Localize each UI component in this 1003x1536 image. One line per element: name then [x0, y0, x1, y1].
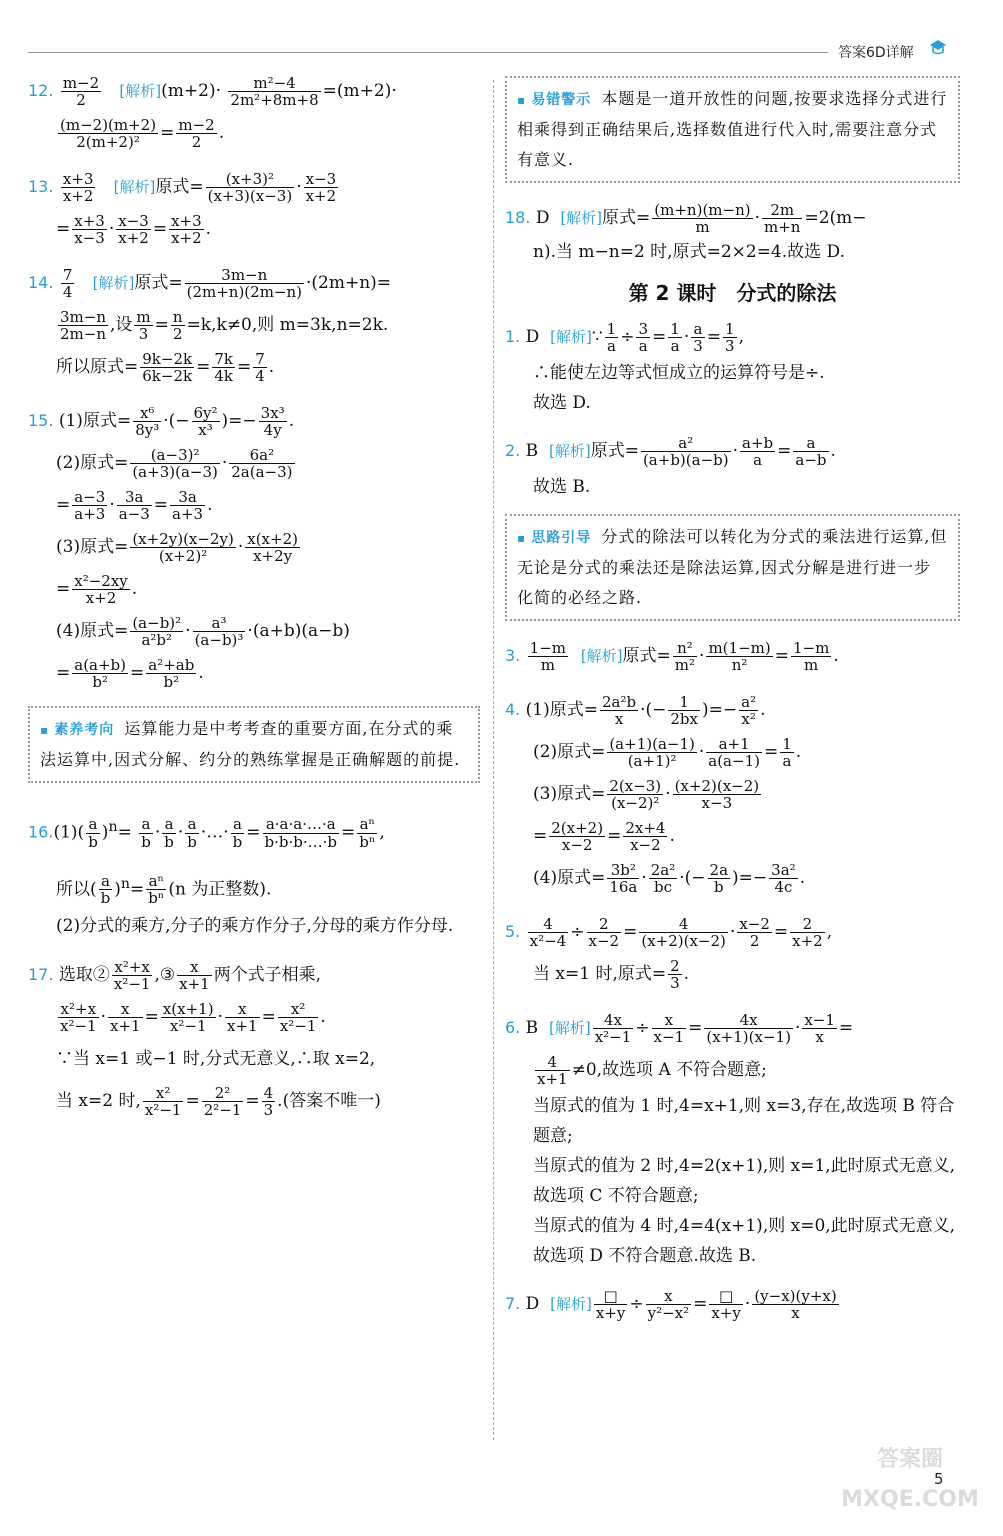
fraction: $\frac{x(x+2)}{x+2y}$	[247, 529, 298, 565]
fraction: $\frac{x-3}{x+2}$	[118, 211, 149, 247]
fraction: $\frac{\text{2²}}{\text{2²−1}}$	[203, 1083, 242, 1120]
fraction: $\frac{\text{(a−3)²}}{(a+3)(a-3)}$	[132, 445, 218, 481]
fraction: $\frac{2(x-3)}{\text{(x−2)²}}$	[609, 776, 662, 812]
fraction: $\frac{\text{x²}}{\text{x²−1}}$	[279, 999, 317, 1036]
fraction: $\frac{x}{\text{y²−x²}}$	[647, 1286, 690, 1322]
fraction: $\frac{x}{x+1}$	[226, 999, 258, 1036]
analysis-tag: [解析]	[560, 209, 603, 227]
question-18: 18. D [解析]原式= $\frac{(m+n)(m-n)}{m}$ · $\frac{2m}{m+n}$ =2(m− n).当 m−n=2 时,原式=2×2=4.故选 D.	[505, 197, 960, 265]
fraction: $\frac{2}{x+2}$	[792, 914, 823, 950]
fraction: $\frac{(m+n)(m-n)}{m}$	[654, 200, 751, 236]
question-16: 16.(1)( $\frac{a}{b}$ )$^n$= $\frac{a}{b}$ · $\frac{a}{b}$ · $\frac{a}{b}$ ·…· $\frac{a}{b}$ = $\frac{a\cdot a\cdot a\cdot\dots\cdot a}{b\cdot b\cdot b\cdot\dots\cdot b}$ = $\frac{\text{aⁿ}}{\text{bⁿ}}$ , 所以( $\frac{a}{b}$ )$^n$= $\frac{\text{aⁿ}}{\text{bⁿ}}$ (n 为正整数). (2)分式的乘方,分子的乘方作分子,分母的乘方作分母.	[28, 797, 480, 942]
fraction: $\frac{(x+2)(x-2)}{x-3}$	[674, 776, 760, 812]
fraction: $\frac{3a}{a+3}$	[172, 487, 204, 523]
note-text: 分式的除法可以转化为分式的乘法进行运算,但无论是分式的乘法还是除法运算,因式分解是进行进一步化简的必经之路.	[517, 527, 948, 607]
fraction: $\frac{7}{4}$	[255, 349, 265, 385]
fraction: $\frac{4}{x+1}$	[537, 1052, 568, 1088]
question-5: 5. $\frac{4}{\text{x²−4}}$ ÷ $\frac{2}{x-2}$ = $\frac{4}{(x+2)(x-2)}$ · $\frac{x-2}{2}$ = $\frac{2}{x+2}$ , 当 x=1 时,原式= $\frac{2}{3}$ .	[505, 914, 833, 992]
fraction: $\frac{a-3}{a+3}$	[74, 487, 106, 523]
q6-line5: 当原式的值为 4 时,4=4(x+1),则 x=0,此时原式无意义,故选项 D 不符合题意.故选 B.	[533, 1216, 956, 1266]
fraction: $\frac{\text{a³}}{\text{(a−b)³}}$	[194, 613, 244, 649]
fraction: $\frac{4}{(x+2)(x-2)}$	[641, 914, 726, 950]
note-badge: ▪ 思路引导	[517, 530, 591, 546]
analysis-tag: [解析]	[119, 82, 162, 100]
fraction: $\frac{a}{b}$	[88, 815, 98, 851]
fraction: $\frac{a}{b}$	[232, 815, 243, 851]
fraction: $\frac{4}{\text{x²−4}}$	[529, 914, 567, 950]
fraction: $\frac{\text{2a²}}{bc}$	[650, 860, 676, 896]
fraction: $\frac{\text{(a−b)²}}{\text{a²b²}}$	[132, 613, 182, 649]
answer-fraction: $\frac{1-m}{m}$	[529, 638, 567, 674]
question-number: 5.	[505, 922, 521, 941]
q1-line2: ∴能使左边等式恒成立的运算符号是÷.	[533, 363, 825, 383]
fraction: $\frac{(y-x)(y+x)}{x}$	[754, 1286, 837, 1322]
fraction: $\frac{2x+4}{x-2}$	[625, 818, 666, 854]
fraction: $\frac{1}{a}$	[670, 319, 680, 355]
fraction: $\frac{a\cdot a\cdot a\cdot\dots\cdot a}{b\cdot b\cdot b\cdot\dots\cdot b}$	[264, 815, 338, 851]
fraction: $\frac{\text{(x+3)²}}{(x+3)(x-3)}$	[207, 169, 293, 205]
fraction: $\frac{7k}{4k}$	[214, 349, 233, 385]
warning-note-box	[505, 76, 960, 183]
fraction: $\frac{1-m}{m}$	[792, 638, 830, 674]
question-number: 17.	[28, 965, 54, 985]
fraction: $\frac{(a+1)(a-1)}{\text{(a+1)²}}$	[609, 734, 695, 770]
q17-line3: ∵当 x=1 或−1 时,分式无意义,∴取 x=2,	[56, 1049, 376, 1070]
analysis-tag: [解析]	[550, 328, 592, 346]
fraction: $\frac{\text{a²+ab}}{\text{b²}}$	[148, 655, 195, 691]
q2-line2: 故选 B.	[533, 477, 591, 497]
question-number: 14.	[28, 273, 54, 292]
question-6: 6. B [解析] $\frac{4x}{\text{x²−1}}$ ÷ $\frac{x}{x-1}$ = $\frac{4x}{(x+1)(x-1)}$ · $\frac{x-1}{x}$ = $\frac{4}{x+1}$ ≠0,故选项 A 不符合题意; 当原式的值为 1 时,4=x+1,则 x=3,存在,故选项 B 符合题意; 当原式的值为 2 时,4=2(x+1),则 x=1,此时原式无意义,故选项 C 不符合题意; 当原式的值为 4 时,4=4(x+1),则 x=0,此时原式无意义,故选项 D 不符合题意.故选 B.	[505, 1007, 960, 1271]
question-12: 12. $\frac{m-2}{2}$ [解析](m+2)· $\frac{\text{m²−4}}{\text{2m²+8m+8}}$ =(m+2)· $\frac{(m-2)(m+2)}{\text{2(m+2)²}}$ = $\frac{m-2}{2}$ .	[28, 73, 397, 151]
fraction: $\frac{x+3}{x+2}$	[171, 211, 202, 247]
answer-fraction: $\frac{x+3}{x+2}$	[62, 169, 94, 205]
note-badge: ▪ 素养考向	[40, 722, 114, 738]
question-number: 15.	[28, 411, 54, 430]
fraction: $\frac{\text{x²}}{\text{x²−1}}$	[144, 1083, 182, 1120]
fraction: $\frac{3}{a}$	[638, 319, 649, 355]
fraction: $\frac{a(a+b)}{\text{b²}}$	[74, 655, 127, 691]
fraction: $\frac{2(x+2)}{x-2}$	[551, 818, 604, 854]
fraction: $\frac{2m}{m+n}$	[764, 200, 801, 236]
fraction: $\frac{□}{x+y}$	[595, 1286, 626, 1322]
fraction: $\frac{\text{6y²}}{\text{x³}}$	[193, 403, 218, 439]
analysis-tag: [解析]	[92, 274, 135, 292]
header-logo-icon	[928, 38, 948, 58]
question-number: 4.	[505, 700, 521, 719]
page-number: 5	[934, 1470, 944, 1488]
literacy-note-box	[28, 706, 480, 783]
q6-line3: 当原式的值为 1 时,4=x+1,则 x=3,存在,故选项 B 符合题意;	[533, 1096, 955, 1146]
fraction: $\frac{\text{a²}}{(a+b)(a-b)}$	[642, 433, 729, 469]
fraction: $\frac{2}{3}$	[670, 956, 680, 992]
fraction: $\frac{\text{x²+x}}{\text{x²−1}}$	[60, 999, 97, 1036]
question-number: 2.	[505, 441, 521, 460]
fraction: $\frac{x-3}{x+2}$	[305, 169, 337, 205]
section-title: 第 2 课时 分式的除法	[628, 281, 837, 305]
question-number: 18.	[505, 208, 531, 227]
right-column	[505, 70, 960, 1337]
fraction: $\frac{2a}{b}$	[709, 860, 729, 896]
fraction: $\frac{x-2}{2}$	[739, 914, 770, 950]
fraction: $\frac{\text{x²+x}}{\text{x²−1}}$	[113, 957, 151, 994]
fraction: $\frac{4x}{\text{x²−1}}$	[594, 1010, 632, 1046]
fraction: $\frac{a}{b}$	[187, 815, 197, 851]
fraction: $\frac{a}{3}$	[693, 319, 703, 355]
fraction: $\frac{n}{2}$	[172, 307, 183, 343]
fraction: $\frac{m-2}{2}$	[178, 115, 215, 151]
fraction: $\frac{a}{b}$	[164, 815, 174, 851]
watermark-logo: 答案圈 MXQE.COM	[841, 1447, 979, 1512]
note-text: 本题是一道开放性的问题,按要求选择分式进行相乘得到正确结果后,选择数值进行代入时,需要注意分式有意义.	[517, 89, 948, 169]
question-17: 17. 选取② $\frac{\text{x²+x}}{\text{x²−1}}$ ,③ $\frac{x}{x+1}$ 两个式子相乘, $\frac{\text{x²+x}}{\text{x²−1}}$ · $\frac{x}{x+1}$ = $\frac{x(x+1)}{\text{x²−1}}$ · $\frac{x}{x+1}$ = $\frac{\text{x²}}{\text{x²−1}}$ . ∵当 x=1 或−1 时,分式无意义,∴取 x=2, 当 x=2 时, $\frac{\text{x²}}{\text{x²−1}}$ = $\frac{\text{2²}}{\text{2²−1}}$ = $\frac{4}{3}$ .(答案不唯一)	[28, 954, 480, 1122]
fraction: $\frac{1}{2bx}$	[670, 692, 698, 728]
fraction: $\frac{4}{3}$	[263, 1083, 274, 1120]
fraction: $\frac{x}{x-1}$	[653, 1010, 685, 1046]
question-number: 6.	[505, 1018, 521, 1037]
left-column	[28, 70, 480, 1134]
fraction: $\frac{1}{3}$	[725, 319, 735, 355]
question-13: 13. $\frac{x+3}{x+2}$ [解析]原式= $\frac{\text{(x+3)²}}{(x+3)(x-3)}$ · $\frac{x-3}{x+2}$ = $\frac{x+3}{x-3}$ · $\frac{x-3}{x+2}$ = $\frac{x+3}{x+2}$ .	[28, 169, 337, 247]
question-number: 1.	[505, 327, 521, 346]
question-14: 14. $\frac{7}{4}$ [解析]原式= $\frac{3m-n}{(2m+n)(2m-n)}$ ·(2m+n)= $\frac{3m-n}{2m-n}$ ,设 $\frac{m}{3}$ = $\frac{n}{2}$ =k,k≠0,则 m=3k,n=2k. 所以原式= $\frac{9k-2k}{6k-2k}$ = $\frac{7k}{4k}$ = $\frac{7}{4}$ .	[28, 265, 392, 385]
fraction: $\frac{a+1}{a(a-1)}$	[708, 734, 760, 770]
fraction: $\frac{\text{aⁿ}}{\text{bⁿ}}$	[148, 871, 165, 908]
q18-line2: n).当 m−n=2 时,原式=2×2=4.故选 D.	[533, 242, 845, 262]
q6-line4: 当原式的值为 2 时,4=2(x+1),则 x=1,此时原式无意义,故选项 C 不符合题意;	[533, 1156, 956, 1206]
fraction: $\frac{\text{2a²b}}{x}$	[602, 692, 637, 728]
column-divider	[493, 80, 494, 1440]
question-3: 3. $\frac{1-m}{m}$ [解析]原式= $\frac{\text{n²}}{\text{m²}}$ · $\frac{m(1-m)}{\text{n²}}$ = $\frac{1-m}{m}$ .	[505, 638, 839, 674]
question-number: 16.	[28, 822, 54, 842]
fraction: $\frac{m}{3}$	[136, 307, 151, 343]
header-title: 答案6D详解	[838, 45, 914, 61]
fraction: $\frac{3a}{a-3}$	[118, 487, 150, 523]
fraction: $\frac{\text{3a²}}{4c}$	[771, 860, 796, 896]
fraction: $\frac{(x+2y)(x-2y)}{\text{(x+2)²}}$	[132, 529, 234, 565]
fraction: $\frac{9k-2k}{6k-2k}$	[142, 349, 193, 385]
fraction: $\frac{x+3}{x-3}$	[74, 211, 105, 247]
guide-note-box	[505, 514, 960, 621]
question-15: 15. (1)原式= $\frac{\text{x⁶}}{\text{8y³}}$ ·(− $\frac{\text{6y²}}{\text{x³}}$ )=− $\frac{\text{3x³}}{4y}$ . (2)原式= $\frac{\text{(a−3)²}}{(a+3)(a-3)}$ · $\frac{\text{6a²}}{2a(a-3)}$ = $\frac{a-3}{a+3}$ · $\frac{3a}{a-3}$ = $\frac{3a}{a+3}$ . (3)原式= $\frac{(x+2y)(x-2y)}{\text{(x+2)²}}$ · $\frac{x(x+2)}{x+2y}$ = $\frac{\text{x²−2xy}}{x+2}$ . (4)原式= $\frac{\text{(a−b)²}}{\text{a²b²}}$ · $\frac{\text{a³}}{\text{(a−b)³}}$ ·(a+b)(a−b) = $\frac{a(a+b)}{\text{b²}}$ = $\frac{\text{a²+ab}}{\text{b²}}$ .	[28, 403, 350, 691]
question-7: 7. D [解析] $\frac{□}{x+y}$ ÷ $\frac{x}{\text{y²−x²}}$ = $\frac{□}{x+y}$ · $\frac{(y-x)(y+x)}{x}$	[505, 1286, 837, 1322]
fraction: $\frac{3m-n}{(2m+n)(2m-n)}$	[186, 265, 302, 301]
fraction: $\frac{a}{b}$	[100, 871, 111, 908]
analysis-tag: [解析]	[580, 647, 623, 665]
fraction: $\frac{\text{x⁶}}{\text{8y³}}$	[135, 403, 160, 439]
question-number: 3.	[505, 646, 521, 665]
fraction: $\frac{\text{3b²}}{16a}$	[609, 860, 638, 896]
fraction: $\frac{\text{n²}}{\text{m²}}$	[674, 638, 696, 674]
fraction: $\frac{\text{3x³}}{4y}$	[260, 403, 285, 439]
question-1: 1. D [解析]∵ $\frac{1}{a}$ ÷ $\frac{3}{a}$ = $\frac{1}{a}$ · $\frac{a}{3}$ = $\frac{1}{3}$ , ∴能使左边等式恒成立的运算符号是÷. 故选 D.	[505, 316, 960, 418]
fraction: $\frac{1}{a}$	[782, 734, 792, 770]
fraction: $\frac{1}{a}$	[606, 319, 617, 355]
question-number: 12.	[28, 81, 54, 100]
fraction: $\frac{3m-n}{2m-n}$	[60, 307, 106, 343]
fraction: $\frac{x}{x+1}$	[110, 999, 141, 1036]
question-number: 7.	[505, 1294, 521, 1313]
fraction: $\frac{x}{x+1}$	[179, 957, 210, 994]
header-rule	[28, 52, 828, 53]
question-number: 13.	[28, 177, 54, 196]
fraction: $\frac{x-1}{x}$	[804, 1010, 835, 1046]
note-badge: ▪ 易错警示	[517, 92, 591, 108]
fraction: $\frac{a}{a-b}$	[795, 433, 827, 469]
question-2: 2. B [解析]原式= $\frac{\text{a²}}{(a+b)(a-b)}$ · $\frac{a+b}{a}$ = $\frac{a}{a-b}$ . 故选 B.	[505, 430, 960, 502]
fraction: $\frac{\text{m²−4}}{\text{2m²+8m+8}}$	[230, 73, 319, 109]
fraction: $\frac{a}{b}$	[141, 815, 151, 851]
analysis-tag: [解析]	[550, 1295, 592, 1313]
answer-fraction: $\frac{m-2}{2}$	[62, 73, 100, 109]
analysis-tag: [解析]	[548, 442, 591, 460]
fraction: $\frac{\text{6a²}}{2a(a-3)}$	[231, 445, 293, 481]
analysis-tag: [解析]	[548, 1019, 591, 1037]
fraction: $\frac{(m-2)(m+2)}{\text{2(m+2)²}}$	[60, 115, 157, 151]
answer-fraction: $\frac{7}{4}$	[62, 265, 73, 301]
q1-line3: 故选 D.	[533, 393, 591, 413]
fraction: $\frac{x(x+1)}{\text{x²−1}}$	[162, 999, 214, 1036]
question-4: 4. (1)原式= $\frac{\text{2a²b}}{x}$ ·(− $\frac{1}{2bx}$ )=− $\frac{\text{a²}}{\text{x²}}$ . (2)原式= $\frac{(a+1)(a-1)}{\text{(a+1)²}}$ · $\frac{a+1}{a(a-1)}$ = $\frac{1}{a}$ . (3)原式= $\frac{2(x-3)}{\text{(x−2)²}}$ · $\frac{(x+2)(x-2)}{x-3}$ = $\frac{2(x+2)}{x-2}$ = $\frac{2x+4}{x-2}$ . (4)原式= $\frac{\text{3b²}}{16a}$ · $\frac{\text{2a²}}{bc}$ ·(− $\frac{2a}{b}$ )=− $\frac{\text{3a²}}{4c}$ .	[505, 692, 806, 896]
fraction: $\frac{a+b}{a}$	[742, 433, 774, 469]
fraction: $\frac{m(1-m)}{\text{n²}}$	[708, 638, 771, 674]
fraction: $\frac{\text{a²}}{\text{x²}}$	[741, 692, 757, 728]
analysis-tag: [解析]	[113, 178, 156, 196]
fraction: $\frac{□}{x+y}$	[711, 1286, 741, 1322]
fraction: $\frac{4x}{(x+1)(x-1)}$	[706, 1010, 791, 1046]
fraction: $\frac{\text{aⁿ}}{\text{bⁿ}}$	[359, 815, 376, 851]
q16-part2: (2)分式的乘方,分子的乘方作分子,分母的乘方作分母.	[56, 916, 454, 937]
fraction: $\frac{\text{x²−2xy}}{x+2}$	[74, 571, 128, 607]
fraction: $\frac{2}{x-2}$	[588, 914, 620, 950]
note-text: 运算能力是中考考查的重要方面,在分式的乘法运算中,因式分解、约分的熟练掌握是正确解题的前提.	[40, 719, 461, 769]
